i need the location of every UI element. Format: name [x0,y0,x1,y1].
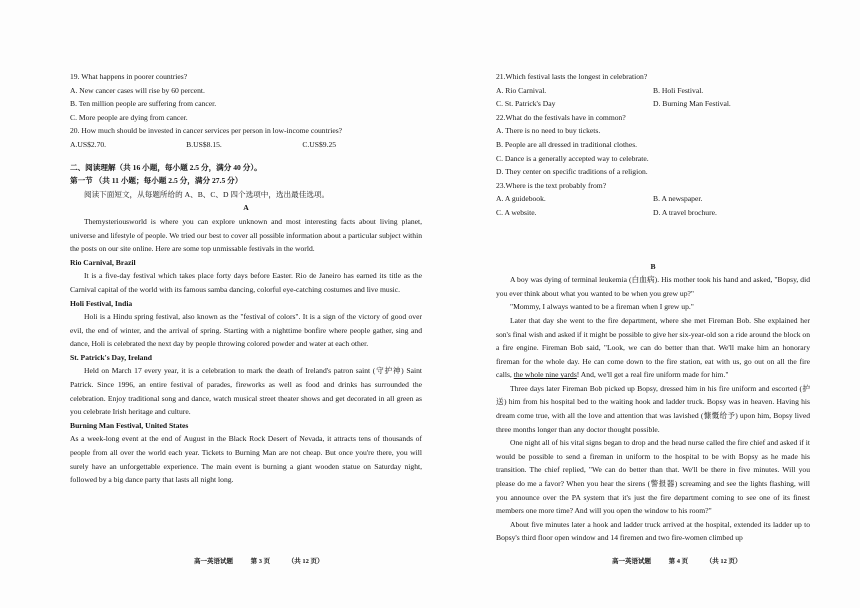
footer-page-number: 第 4 页 [668,558,689,565]
q21-option-b: B. Holi Festival. [653,85,704,95]
q21-option-c: C. St. Patrick's Day [496,99,556,109]
footer-exam-title: 高一英语试题 [612,558,651,565]
left-column [70,70,422,487]
q20-option-b: B.US$8.15. [186,139,222,149]
q19-option-a: A. New cancer cases will rise by 60 percent. [70,85,205,95]
passage-b-label: B [650,261,656,271]
q19-option-b: B. Ten million people are suffering from cancer. [70,99,217,109]
paragraph-3-ending: ! And, we'll get a real fire uniform made for him." [576,370,729,380]
passage-a-intro: Themysteriousworld is where you can explore unknown and most interesting facts about living planet, universe and lifestyle of people. We tried our best to cover all possible information about a particular subject within the posts on our site online. Here are some top unmissable festivals in the world. [70,216,422,254]
right-page-footer [612,556,758,565]
festival-text-rio: It is a five-day festival which takes place forty days before Easter. Rio de Janeiro has earned its title as the Carnival capital of the world with its famous samba dancing, colorful eye-catching costumes and live music. [70,271,422,294]
passage-b-paragraph-6: About five minutes later a hook and ladder truck arrived at the hospital, extended its ladder up to Bopsy's third floor open window and 14 firemen and two fire-women climbed up [496,519,810,543]
footer-total-pages: （共 12 页） [705,558,742,565]
right-column [496,70,810,545]
q20-options [70,138,422,152]
part-two-heading: 二、阅读理解（共 16 小题，每小题 2.5 分，满分 40 分）。 [70,162,262,172]
festival-text-st-patrick: Held on March 17 every year, it is a celebration to mark the death of Ireland's patron saint (守护神) Saint Patrick. Since 1996, an entire festival of parades, fireworks as well as food and drinks has surrounded the celebration. Enjoy traditional song and dance, watch musical street theater shows and get decorated in all green as you celebrate Irish heritage and culture. [70,366,422,417]
question-21: 21.Which festival lasts the longest in celebration? [496,72,648,81]
underlined-phrase: the whole nine yards [513,370,577,380]
section-one-instruction: 阅读下面短文，从每题所给的 A、B、C、D 四个选项中，选出最佳选项。 [84,189,330,199]
question-19: 19. What happens in poorer countries? [70,72,188,81]
q22-option-d: D. They center on specific traditions of a religion. [496,167,648,177]
q23-option-d: D. A travel brochure. [653,207,717,217]
section-one-heading: 第一节 （共 11 小题；每小题 2.5 分，满分 27.5 分） [70,176,243,186]
footer-total-pages: （共 12 页） [287,558,324,565]
festival-text-holi: Holi is a Hindu spring festival, also known as the "festival of colors". It is a sign of the victory of good over evil, the end of winter, and the arrival of spring. Starting with a nighttime bonfire where people gather, sing and dance, Holi is celebrated the next day by people throwing colored powder and water at each other. [70,312,422,349]
q22-option-c: C. Dance is a generally accepted way to celebrate. [496,153,649,163]
festival-title-holi: Holi Festival, India [70,298,133,308]
left-page-footer [194,556,340,565]
q22-option-a: A. There is no need to buy tickets. [496,126,601,136]
festival-title-rio: Rio Carnival, Brazil [70,257,136,267]
q21-option-d: D. Burning Man Festival. [653,99,731,109]
passage-b-paragraph-3 [496,314,810,382]
q20-option-c: C.US$9.25 [302,139,337,149]
passage-b-paragraph-2: "Mommy, I always wanted to be a fireman when I grew up." [510,302,694,312]
passage-a-label: A [243,203,249,213]
festival-text-burning-man: As a week-long event at the end of August in the Black Rock Desert of Nevada, it attracts tens of thousands of people from all over the world each year. Tickets to Burning Man are not cheap. But once you're there, you will surely have an unforgettable experience. The main event is burning a giant wooden statue on Saturday night, followed by a big dance party that lasts all night long. [70,434,422,485]
q23-options-row2 [496,206,810,220]
question-23: 23.Where is the text probably from? [496,180,607,190]
question-22: 22.What do the festivals have in common? [496,112,626,122]
q22-option-b: B. People are all dressed in traditional clothes. [496,139,638,149]
q21-option-a: A. Rio Carnival. [496,85,547,95]
festival-title-burning-man: Burning Man Festival, United States [70,420,189,430]
passage-b-paragraph-4: Three days later Fireman Bob picked up Bopsy, dressed him in his fire uniform and escorted (护送) him from his hospital bed to the waiting hook and ladder truck. Bopsy was in heaven. Having his dream come true, with all the love and attention that was lavished (慷慨给予) upon him, Bopsy lived three months longer than any doctor thought possible. [496,383,810,434]
festival-title-st-patrick: St. Patrick's Day, Ireland [70,352,152,362]
passage-b-paragraph-5: One night all of his vital signs began to drop and the head nurse called the fire chief and asked if it would be possible to send a fireman in uniform to the hospital to be with Bopsy as he made his transition. The chief replied, "We can do better than that. We'll be there in five minutes. Will you please do me a favor? When you hear the sirens (警报器) screaming and see the lights flashing, will you announce over the PA system that it's just the fire department coming to see one of its finest members one more time? And will you open the window to his room?" [496,438,810,516]
q19-option-c: C. More people are dying from cancer. [70,112,188,122]
paragraph-3-text: Later that day she went to the fire department, where she met Fireman Bob. She explained her son's final wish and asked if it might be possible to give her six-year-old son a ride around the block on a fire engine. Fireman Bob said, "Look, we can do better than that. We'll make him an honorary fireman for the whole day. He can come down to the fire station, eat with us, go out on all the fire calls, [496,315,810,380]
q23-option-a: A. A guidebook. [496,194,546,204]
footer-exam-title: 高一英语试题 [194,558,233,565]
q23-option-c: C. A website. [496,207,537,217]
q21-options-row2 [496,97,810,111]
q23-options-row1 [496,192,810,206]
q20-option-a: A.US$2.70. [70,139,107,149]
passage-b-paragraph-1: A boy was dying of terminal leukemia (白血病). His mother took his hand and asked, "Bopsy, did you ever think about what you wanted to be when you grew up?" [496,275,810,298]
q21-options-row1 [496,84,810,98]
footer-page-number: 第 3 页 [250,558,271,565]
q23-option-b: B. A newspaper. [653,194,703,204]
question-20: 20. How much should be invested in cancer services per person in low-income countries? [70,126,343,136]
